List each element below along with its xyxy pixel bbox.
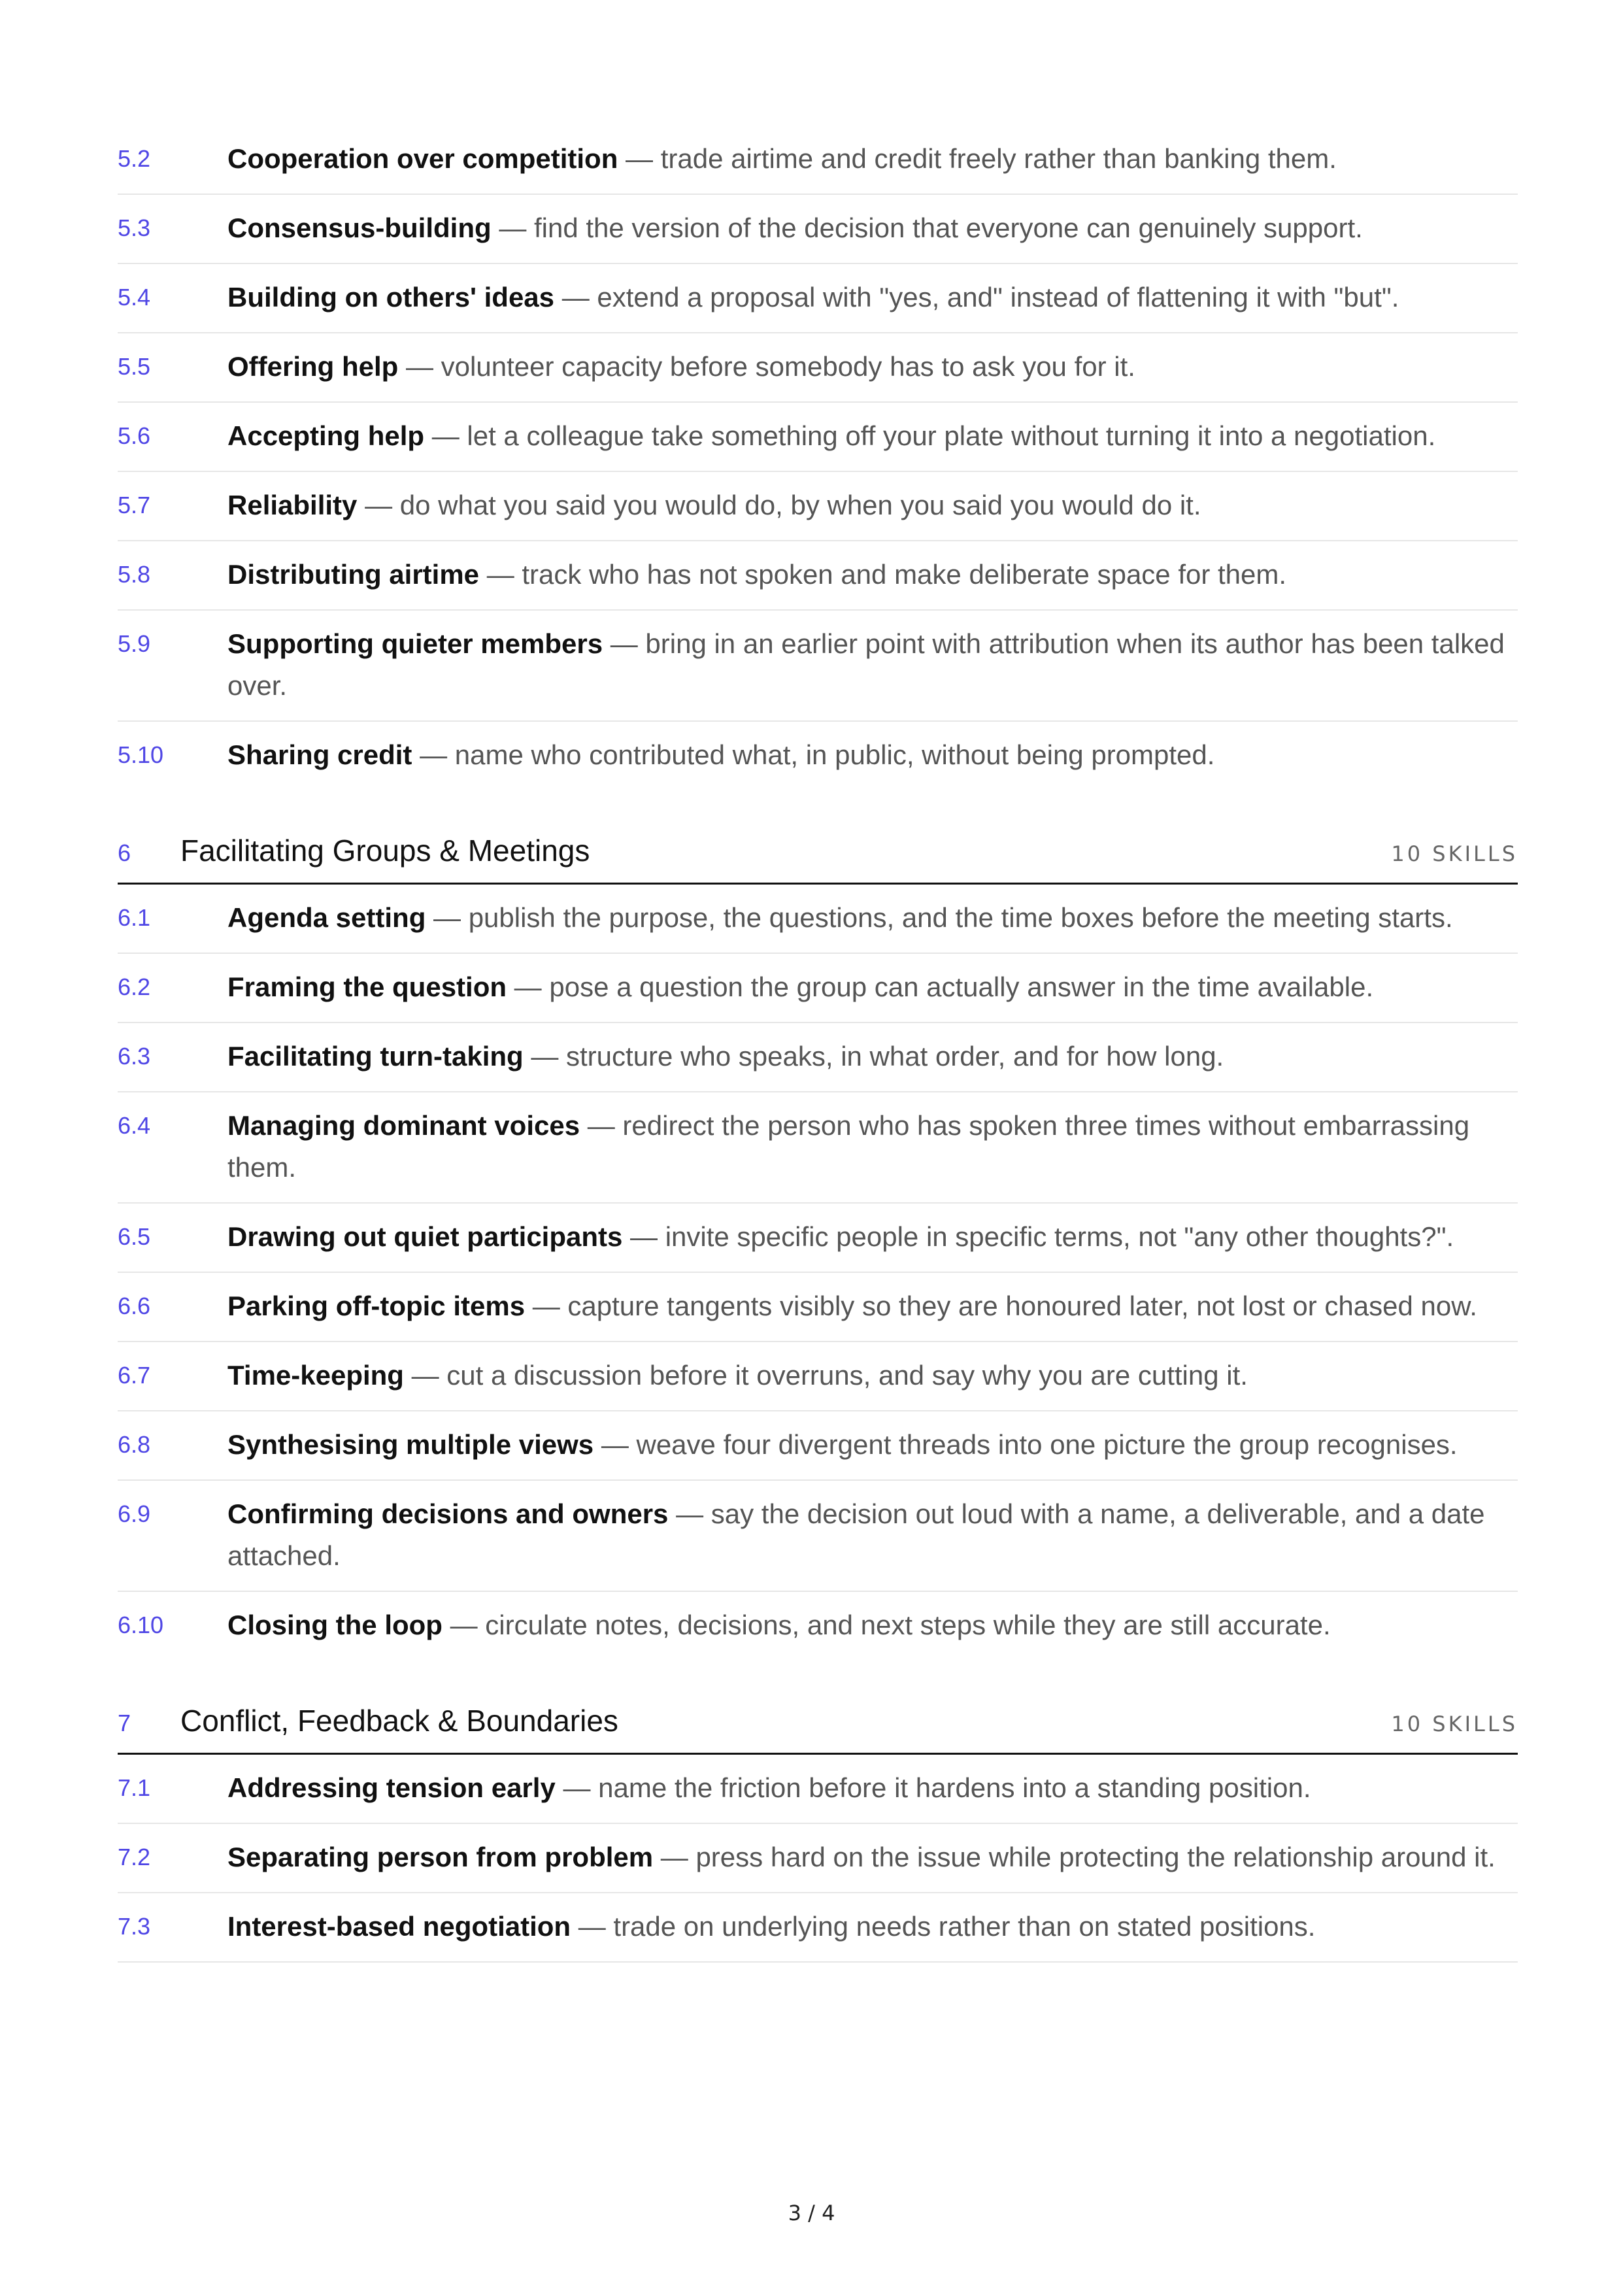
item-text [227,734,1518,776]
section-title: Facilitating Groups & Meetings [180,834,590,868]
item-text [227,1906,1518,1948]
item-text [227,966,1518,1008]
item-number: 6.3 [118,1043,151,1070]
item-number: 5.7 [118,492,151,518]
section-skill-count: 10 SKILLS [1391,1712,1518,1736]
item-description: — circulate notes, decisions, and next steps while they are still accurate. [442,1610,1331,1640]
section-6-header [118,833,1518,885]
item-number: 7.3 [118,1913,151,1940]
page-number: 3 / 4 [788,2201,835,2225]
item-text [227,1604,1518,1646]
item-term: Sharing credit [227,739,412,770]
item-description: — name who contributed what, in public, without being prompted. [412,739,1215,770]
item-description: — track who has not spoken and make deliberate space for them. [479,559,1287,590]
list-item [118,954,1518,1023]
item-description: — cut a discussion before it overruns, and say why you are cutting it. [403,1360,1248,1391]
list-item [118,1023,1518,1092]
item-text [227,1767,1518,1809]
item-number: 6.10 [118,1612,164,1638]
item-term: Closing the loop [227,1610,443,1640]
list-item [118,1824,1518,1893]
item-description: — do what you said you would do, by when you said you would do it. [357,490,1201,520]
list-item [118,885,1518,954]
item-text [227,207,1518,249]
item-number: 6.2 [118,973,151,1000]
item-number: 5.4 [118,284,151,311]
item-description: — capture tangents visibly so they are honoured later, not lost or chased now. [525,1291,1477,1321]
item-term: Confirming decisions and owners [227,1498,669,1529]
item-number: 5.9 [118,630,151,657]
item-description: — find the version of the decision that everyone can genuinely support. [491,212,1363,243]
list-item [118,195,1518,264]
list-item [118,611,1518,722]
item-term: Agenda setting [227,902,426,933]
item-number: 6.7 [118,1362,151,1389]
item-number: 5.2 [118,145,151,172]
section-number: 6 [118,839,131,866]
item-number: 6.9 [118,1500,151,1527]
item-term: Building on others' ideas [227,282,555,312]
section-number: 7 [118,1710,131,1736]
item-text [227,1285,1518,1327]
item-number: 5.8 [118,561,151,588]
item-text [227,346,1518,388]
item-term: Framing the question [227,971,507,1002]
item-text [227,1216,1518,1258]
item-text [227,897,1518,939]
item-text [227,277,1518,318]
list-item [118,1342,1518,1411]
item-description: — extend a proposal with "yes, and" instead of flattening it with "but". [554,282,1399,312]
item-text [227,138,1518,180]
section-title: Conflict, Feedback & Boundaries [180,1704,618,1738]
item-description: — structure who speaks, in what order, and for how long. [523,1041,1224,1072]
item-term: Time-keeping [227,1360,404,1391]
item-term: Facilitating turn-taking [227,1041,524,1072]
item-description: — let a colleague take something off your plate without turning it into a negotiation. [424,420,1436,451]
item-text [227,554,1518,596]
item-number: 7.2 [118,1844,151,1870]
item-term: Distributing airtime [227,559,480,590]
list-item [118,1273,1518,1342]
item-description: — redirect the person who has spoken three times without embarrassing them. [227,1110,1470,1183]
item-description: — trade airtime and credit freely rather than banking them. [618,143,1337,174]
list-item [118,541,1518,611]
list-item [118,1411,1518,1481]
item-description: — name the friction before it hardens into a standing position. [555,1772,1311,1803]
item-term: Supporting quieter members [227,628,603,659]
item-text [227,1836,1518,1878]
item-text [227,1355,1518,1396]
list-item [118,722,1518,790]
item-number: 5.10 [118,741,164,768]
item-term: Cooperation over competition [227,143,618,174]
item-term: Interest-based negotiation [227,1911,571,1942]
item-description: — pose a question the group can actually answer in the time available. [507,971,1374,1002]
page-content [118,126,1518,1963]
item-number: 5.5 [118,353,151,380]
item-term: Consensus-building [227,212,492,243]
item-text [227,623,1518,707]
item-term: Addressing tension early [227,1772,556,1803]
item-number: 6.5 [118,1223,151,1250]
list-item [118,264,1518,333]
item-description: — weave four divergent threads into one picture the group recognises. [594,1429,1458,1460]
item-text [227,484,1518,526]
section-5-list [118,126,1518,790]
item-description: — say the decision out loud with a name, a deliverable, and a date attached. [227,1498,1485,1571]
item-term: Separating person from problem [227,1842,654,1872]
list-item [118,1893,1518,1963]
item-term: Accepting help [227,420,425,451]
item-term: Synthesising multiple views [227,1429,594,1460]
item-description: — publish the purpose, the questions, and the time boxes before the meeting starts. [426,902,1453,933]
item-text [227,1493,1518,1577]
item-description: — press hard on the issue while protecting the relationship around it. [653,1842,1496,1872]
item-number: 6.4 [118,1112,151,1139]
item-term: Reliability [227,490,358,520]
item-term: Parking off-topic items [227,1291,526,1321]
list-item [118,1481,1518,1592]
section-skill-count: 10 SKILLS [1391,841,1518,866]
item-description: — bring in an earlier point with attribution when its author has been talked over. [227,628,1505,701]
item-text [227,1105,1518,1189]
section-7-header [118,1703,1518,1755]
item-number: 6.8 [118,1431,151,1458]
list-item [118,1755,1518,1824]
list-item [118,1204,1518,1273]
list-item [118,472,1518,541]
item-number: 6.1 [118,904,151,931]
section-6-list [118,885,1518,1660]
list-item [118,126,1518,195]
item-description: — invite specific people in specific terms, not "any other thoughts?". [622,1221,1454,1252]
item-number: 7.1 [118,1774,151,1801]
item-number: 5.6 [118,422,151,449]
section-7-list [118,1755,1518,1963]
item-term: Offering help [227,351,399,382]
item-text [227,415,1518,457]
list-item [118,403,1518,472]
item-term: Drawing out quiet participants [227,1221,623,1252]
item-text [227,1036,1518,1077]
list-item [118,333,1518,403]
item-number: 5.3 [118,214,151,241]
list-item [118,1092,1518,1204]
list-item [118,1592,1518,1660]
item-number: 6.6 [118,1292,151,1319]
item-description: — volunteer capacity before somebody has to ask you for it. [398,351,1135,382]
item-term: Managing dominant voices [227,1110,580,1141]
item-text [227,1424,1518,1466]
item-description: — trade on underlying needs rather than on stated positions. [571,1911,1316,1942]
